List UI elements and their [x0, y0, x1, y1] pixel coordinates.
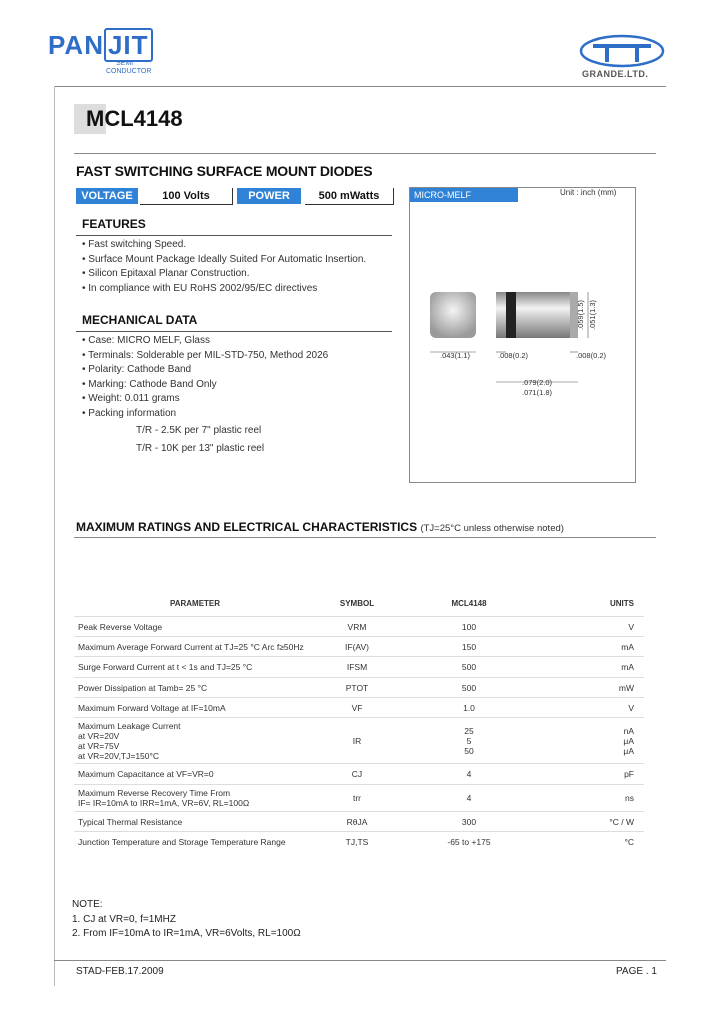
param-cell: Maximum Capacitance at VF=VR=0 [74, 764, 316, 785]
value-cell: 500 [398, 678, 540, 698]
value-cell: 100 [398, 617, 540, 637]
ratings-heading [76, 520, 564, 534]
param-cell: Power Dissipation at Tamb= 25 °C [74, 678, 316, 698]
voltage-value: 100 Volts [140, 188, 233, 205]
unit-cell: °C [540, 832, 644, 852]
features-rule [76, 235, 392, 236]
dim-label: .008(0.2) [498, 351, 529, 360]
logo-sub-semi: SEMI [116, 60, 134, 67]
unit-cell: nA μA μA [540, 718, 644, 764]
table-row [74, 657, 644, 678]
col-header: UNITS [610, 598, 634, 608]
symbol-cell: PTOT [316, 678, 398, 698]
ratings-condition: (TJ=25°C unless otherwise noted) [420, 523, 564, 534]
value-cell: 150 [398, 637, 540, 657]
unit-cell: °C / W [540, 812, 644, 832]
table-header-row [74, 590, 644, 617]
packing-line: T/R - 2.5K per 7" plastic reel [136, 425, 262, 436]
value-cell: 300 [398, 812, 540, 832]
symbol-cell: CJ [316, 764, 398, 785]
table-row [74, 812, 644, 832]
param-cell: Typical Thermal Resistance [74, 812, 316, 832]
param-cell: Junction Temperature and Storage Temperature Range [74, 832, 316, 852]
notes-block [72, 898, 301, 942]
package-drawing [410, 270, 632, 410]
symbol-cell: VRM [316, 617, 398, 637]
param-cell: Maximum Forward Voltage at IF=10mA [74, 698, 316, 718]
logo-pan-text: PAN [48, 30, 104, 60]
power-value: 500 mWatts [305, 188, 394, 205]
dim-label: .071(1.8) [522, 388, 553, 397]
logo-subtitle [106, 60, 151, 76]
dim-label: .043(1.1) [440, 351, 471, 360]
symbol-cell: VF [316, 698, 398, 718]
mechanical-item: • Terminals: Solderable per MIL-STD-750, Method 2026 [82, 349, 328, 364]
mechanical-item: • Case: MICRO MELF, Glass [82, 334, 328, 349]
features-heading: FEATURES [82, 217, 146, 231]
value-cell: 500 [398, 657, 540, 678]
table-row [74, 718, 644, 764]
grande-text: GRANDE.LTD. [582, 69, 649, 79]
mechanical-item: • Marking: Cathode Band Only [82, 378, 328, 393]
table-row [74, 678, 644, 698]
notes-title: NOTE: [72, 899, 103, 910]
table-row [74, 698, 644, 718]
mechanical-list [82, 334, 328, 421]
note-item: 2. From IF=10mA to IR=1mA, VR=6Volts, RL=100Ω [72, 928, 301, 939]
part-number: MCL4148 [86, 106, 183, 131]
ratings-rule [74, 537, 656, 538]
left-margin-line [54, 86, 55, 986]
mechanical-item: • Weight: 0.011 grams [82, 392, 328, 407]
feature-item: • Fast switching Speed. [82, 238, 366, 253]
dim-label: .079(2.0) [522, 378, 553, 387]
unit-cell: V [540, 698, 644, 718]
note-item: 1. CJ at VR=0, f=1MHZ [72, 913, 176, 925]
unit-cell: mW [540, 678, 644, 698]
table-row [74, 785, 644, 812]
power-label: POWER [237, 188, 301, 204]
param-cell: Peak Reverse Voltage [74, 617, 316, 637]
table-row [74, 637, 644, 657]
table-row [74, 832, 644, 852]
voltage-label: VOLTAGE [76, 188, 138, 204]
page-number: PAGE . 1 [616, 966, 657, 977]
feature-item: • In compliance with EU RoHS 2002/95/EC directives [82, 282, 366, 297]
unit-cell: pF [540, 764, 644, 785]
cathode-band [506, 292, 516, 338]
mechanical-item: • Polarity: Cathode Band [82, 363, 328, 378]
param-cell: Maximum Leakage Current at VR=20V at VR=75V at VR=20V,TJ=150°C [74, 718, 316, 764]
package-unit: Unit : inch (mm) [560, 188, 617, 197]
param-cell: Surge Forward Current at t < 1s and TJ=25 °C [74, 657, 316, 678]
unit-cell: mA [540, 657, 644, 678]
title-rule [74, 153, 656, 154]
ratings-title: MAXIMUM RATINGS AND ELECTRICAL CHARACTERISTICS [76, 520, 418, 534]
unit-cell: mA [540, 637, 644, 657]
grande-logo-icon [579, 34, 665, 68]
unit-cell: ns [540, 785, 644, 812]
package-end-view [430, 292, 476, 338]
feature-item: • Surface Mount Package Ideally Suited For Automatic Insertion. [82, 253, 366, 268]
symbol-cell: TJ,TS [316, 832, 398, 852]
mechanical-item: • Packing information [82, 407, 328, 422]
table-row [74, 764, 644, 785]
value-cell: 4 [398, 764, 540, 785]
feature-item: • Silicon Epitaxal Planar Construction. [82, 267, 366, 282]
symbol-cell: IF(AV) [316, 637, 398, 657]
header-rule [54, 86, 666, 87]
mechanical-rule [76, 331, 392, 332]
table-row [74, 617, 644, 637]
symbol-cell: RθJA [316, 812, 398, 832]
features-list [82, 238, 366, 296]
footer-date: STAD-FEB.17.2009 [76, 966, 164, 977]
dim-label: .008(0.2) [576, 351, 607, 360]
param-cell: Maximum Average Forward Current at TJ=25 °C Arc f≥50Hz [74, 637, 316, 657]
footer-rule [54, 960, 666, 961]
logo-jit-text: JIT [104, 28, 153, 62]
panjit-logo [48, 30, 153, 61]
ratings-table [74, 590, 644, 852]
col-header: MCL4148 [451, 598, 487, 608]
mechanical-heading: MECHANICAL DATA [82, 313, 198, 327]
page-subtitle: FAST SWITCHING SURFACE MOUNT DIODES [76, 163, 373, 179]
packing-line: T/R - 10K per 13" plastic reel [136, 443, 265, 454]
value-cell: 4 [398, 785, 540, 812]
param-cell: Maximum Reverse Recovery Time From IF= IR=10mA to IRR=1mA, VR=6V, RL=100Ω [74, 785, 316, 812]
dim-label: .059(1.5) [576, 299, 585, 330]
symbol-cell: IR [316, 718, 398, 764]
unit-cell: V [540, 617, 644, 637]
col-header: SYMBOL [339, 598, 375, 608]
logo-sub-conductor: CONDUCTOR [106, 68, 152, 75]
col-header: PARAMETER [169, 598, 221, 608]
symbol-cell: IFSM [316, 657, 398, 678]
value-cell: 1.0 [398, 698, 540, 718]
value-cell: 25 5 50 [398, 718, 540, 764]
value-cell: -65 to +175 [398, 832, 540, 852]
symbol-cell: trr [316, 785, 398, 812]
package-header: MICRO-MELF [410, 188, 518, 202]
dim-label: .051(1.3) [588, 299, 597, 330]
